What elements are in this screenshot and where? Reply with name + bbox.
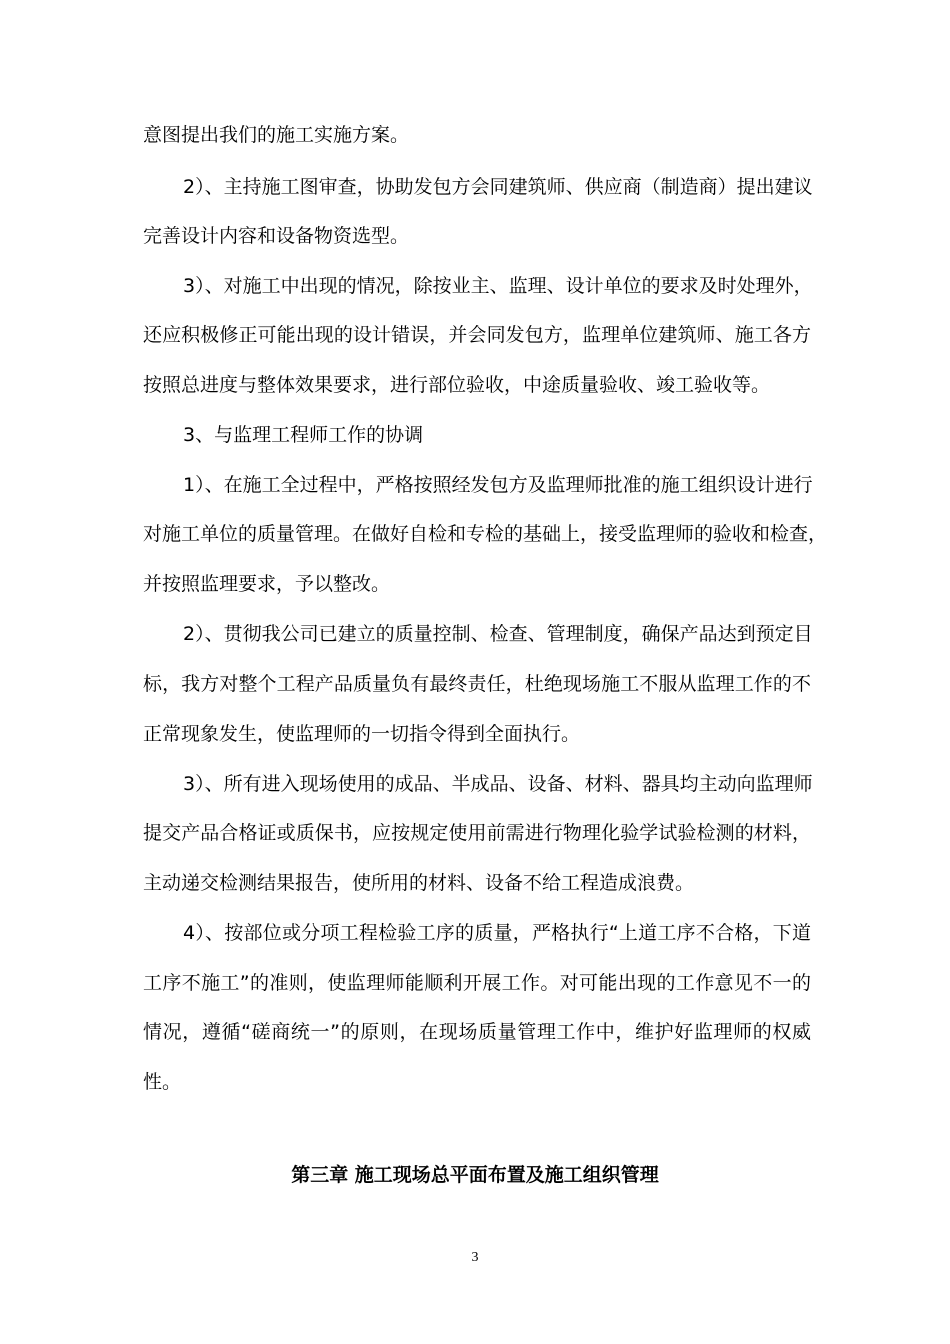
text-line: 并按照监理要求，予以整改。 bbox=[143, 573, 391, 595]
text-line: 提交产品合格证或质保书，应按规定使用前需进行物理化验学试验检测的材料， bbox=[143, 822, 811, 844]
text-line: 按照总进度与整体效果要求，进行部位验收，中途质量验收、竣工验收等。 bbox=[143, 374, 771, 396]
section-heading: 3、与监理工程师工作的协调 bbox=[183, 424, 424, 446]
text-line: 主动递交检测结果报告，使所用的材料、设备不给工程造成浪费。 bbox=[143, 872, 695, 894]
text-line: 2）、主持施工图审查，协助发包方会同建筑师、供应商（制造商）提出建议 bbox=[183, 176, 813, 198]
text-line: 还应积极修正可能出现的设计错误，并会同发包方，监理单位建筑师、施工各方 bbox=[143, 324, 811, 346]
chapter-heading: 第三章 施工现场总平面布置及施工组织管理 bbox=[291, 1164, 659, 1186]
text-line: 对施工单位的质量管理。在做好自检和专检的基础上，接受监理师的验收和检查， bbox=[143, 523, 828, 545]
text-line: 2）、贯彻我公司已建立的质量控制、检查、管理制度，确保产品达到预定目 bbox=[183, 623, 813, 645]
text-line: 4）、按部位或分项工程检验工序的质量，严格执行“上道工序不合格，下道 bbox=[183, 922, 811, 944]
text-line: 正常现象发生，使监理师的一切指令得到全面执行。 bbox=[143, 723, 581, 745]
text-line: 3）、对施工中出现的情况，除按业主、监理、设计单位的要求及时处理外， bbox=[183, 275, 813, 297]
text-line: 工序不施工”的准则，使监理师能顺利开展工作。对可能出现的工作意见不一的 bbox=[143, 972, 811, 994]
text-line: 标，我方对整个工程产品质量负有最终责任，杜绝现场施工不服从监理工作的不 bbox=[143, 673, 811, 695]
text-line: 1）、在施工全过程中，严格按照经发包方及监理师批准的施工组织设计进行 bbox=[183, 474, 813, 496]
page-number: 3 bbox=[471, 1250, 479, 1265]
text-line: 3）、所有进入现场使用的成品、半成品、设备、材料、器具均主动向监理师 bbox=[183, 773, 813, 795]
text-line: 完善设计内容和设备物资选型。 bbox=[143, 225, 410, 247]
text-line: 性。 bbox=[143, 1071, 182, 1093]
text-line: 情况，遵循“磋商统一”的原则，在现场质量管理工作中，维护好监理师的权威 bbox=[143, 1021, 811, 1043]
text-line: 意图提出我们的施工实施方案。 bbox=[143, 124, 410, 146]
